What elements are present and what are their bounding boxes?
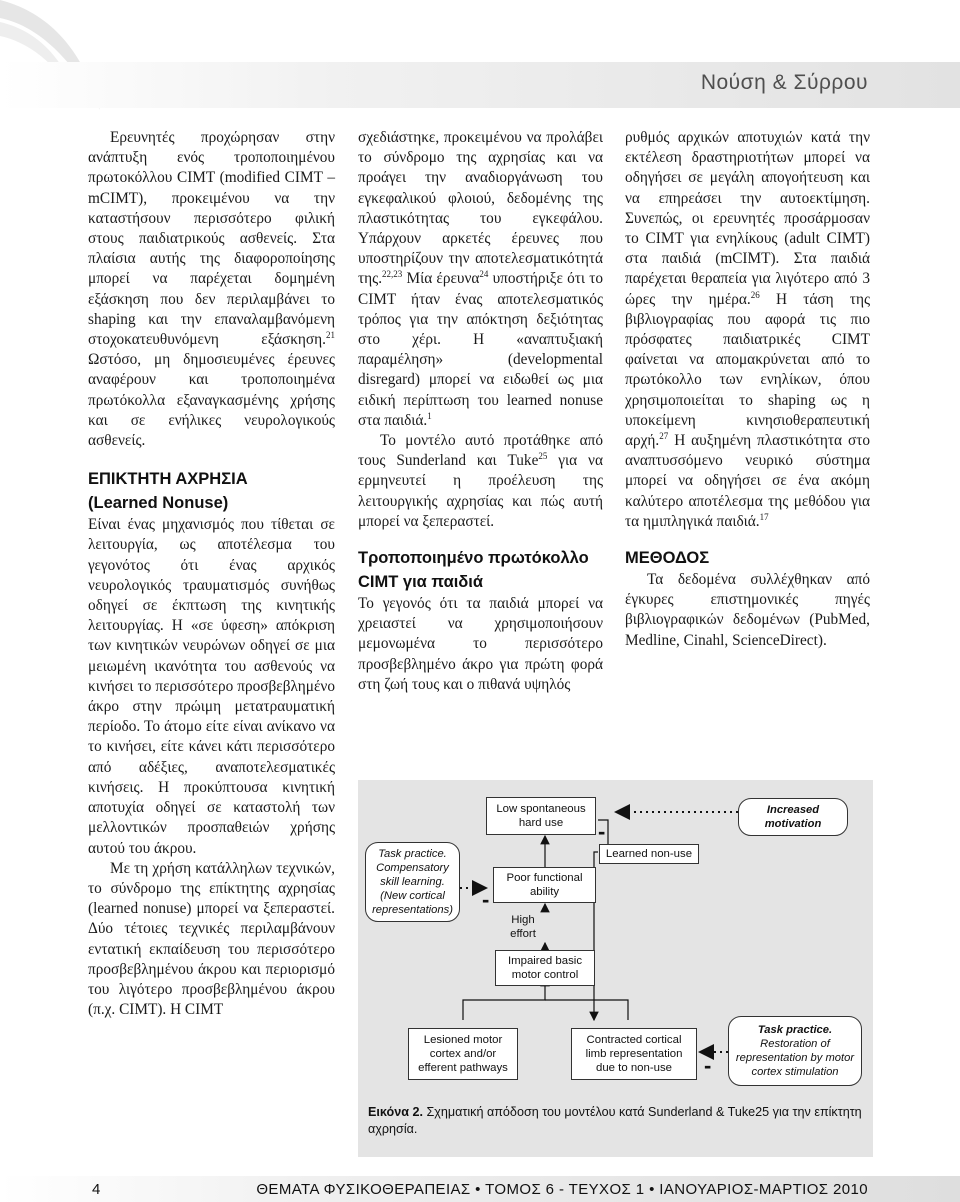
reference-marker: 26 (750, 289, 760, 300)
section-heading-modified-protocol-line1: Τροποποιημένο πρωτόκολλο (358, 549, 589, 568)
paragraph-children: Το γεγονός ότι τα παιδιά μπορεί να χρειαστεί να χρησιμοποιήσουν μεμονωμένα το περισσότερο προσβεβλημένο άκρο για πρώτη φορά στη ζωή τους και ο πιθανά υψηλός (358, 595, 603, 693)
text-column-1 (88, 128, 335, 1020)
box-poor-functional-ability: Poor functional ability (493, 867, 596, 903)
figure-caption-text: Σχηματική απόδοση του μοντέλου κατά Sunderland & Tuke25 για την επίκτητη αχρησία. (368, 1105, 862, 1136)
box-lesioned-motor-cortex: Lesioned motor cortex and/or efferent pathways (408, 1028, 518, 1080)
journal-authors-header: Νούση & Σύρρου (700, 71, 868, 94)
inhibition-minus-sign: - (598, 819, 606, 844)
paragraph-techniques: Με τη χρήση κατάλληλων τεχνικών, το σύνδρομο της επίκτητης αχρησίας (learned nonuse) μπορεί να ξεπεραστεί. Δύο τέτοιες τεχνικές περιλαμβάνουν εντατική εκπαίδευση του περισσότερο προσβεβλημένου άκρου και περιορισμό του λιγότερο προσβεβλημένου άκρου (π.χ. CIMT). Η CIMT (88, 859, 335, 1019)
box-low-spontaneous-use: Low spontaneous hard use (486, 797, 596, 835)
section-heading-method: ΜΕΘΟΔΟΣ (625, 549, 710, 568)
inhibition-minus-sign: - (482, 887, 490, 912)
paragraph-cimt-design: σχεδιάστηκε, προκειμένου να προλάβει το σύνδρομο της αχρησίας και να προάγει την αναδιοργάνωση του εγκεφαλικού φλοιού, δεδομένης της πλαστικότητας του εγκεφάλου. Υπάρχουν αρκετές έρευνες που υποστηρίζουν την αποτελεσματικότητά της.$^{22,23}$ Μία έρευνα$^{24}$ υποστήριξε ότι το CIMT ήταν ένας αποτελεσματικός τρόπος για την απόκτηση δεξιότητας στο χέρι. Η «αναπτυξιακή παραμέληση» (developmental disregard) μπορεί να ειδωθεί ως μια ειδική περίπτωση του learned nonuse στα παιδιά.$^1$ (358, 129, 603, 429)
figure-caption-label: Εικόνα 2. (368, 1105, 423, 1119)
paragraph-learned-nonuse: Είναι ένας μηχανισμός που τίθεται σε λειτουργία, ως αποτέλεσμα του γεγονότος ότι ένας αρχικός νευρολογικός τραυματισμός συνήθως οδηγεί σε έκπτωση της κινητικής λειτουργίας. Η «σε ύφεση» απόκριση των κινητικών νευρώνων οδηγεί σε μια μειωμένη ικανότητα του ασθενούς να κινήσει το περισσότερο προσβεβλημένο άκρο στην πρώιμη μετατραυματική περίοδο. Το άτομο είτε είναι ανίκανο να το κινήσει, είτε κάνει κάτι περισσότερο από αδέξιες, αναποτελεσματικές κινήσεις. Η προκύπτουσα κινητική αποτυχία οδηγεί σε καταστολή των μελλοντικών προσπαθειών χρήσης αυτού του άκρου. (88, 516, 335, 857)
paragraph-mcimt: Ερευνητές προχώρησαν στην ανάπτυξη ενός τροποποιημένου πρωτοκόλλου CIMT (modified CIMT – mCIMT), προκειμένου να την καταστήσουν περισσότερο φιλική στους παιδιατρικούς ασθενείς. Στα πλαίσια αυτής της διαφοροποίησης μπορεί να παρέχεται δομημένη εξάσκηση που δεν περιλαμβάνει το shaping και την επαναλαμβανόμενη στοχοκατευθυνόμενη εξάσκηση.$^{21}$ Ωστόσο, μη δημοσιευμένες έρευνες αναφέρουν και τροποποιημένα πρωτόκολλα εξαναγκασμένης χρήσης και σε ενήλικες νευρολογικούς ασθενείς. (88, 129, 335, 450)
running-footer-title: ΘΕΜΑΤΑ ΦΥΣΙΚΟΘΕΡΑΠΕΙΑΣ • ΤΟΜΟΣ 6 - ΤΕΥΧΟΣ 1 • ΙΑΝΟΥΑΡΙΟΣ-ΜΑΡΤΙΟΣ 2010 (256, 1181, 868, 1198)
inhibition-minus-sign: - (704, 1053, 712, 1078)
box-task-practice-restoration (728, 1016, 862, 1086)
box-task-practice-compensatory: Task practice. Compensatory skill learning. (New cortical representations) (365, 842, 460, 922)
reference-marker: 22,23 (382, 269, 403, 280)
section-heading-learned-nonuse: ΕΠΙΚΤΗΤΗ ΑΧΡΗΣΙΑ (88, 470, 248, 489)
diagram-connectors (358, 780, 873, 1157)
box-increased-motivation: Increased motivation (738, 798, 848, 836)
paragraph-pediatric-cimt: ρυθμός αρχικών αποτυχιών κατά την εκτέλεση δραστηριοτήτων μπορεί να οδηγήσει σε μεγάλη απογοήτευση και να επηρεάσει την αυτοεκτίμηση. Συνεπώς, οι ερευνητές προσάρμοσαν το CIMT για ενηλίκους (adult CIMT) στα παιδιά (mCIMT). Στα παιδιά παρέχεται θεραπεία για λιγότερο από 3 ώρες την ημέρα.$^{26}$ Η τάση της βιβλιογραφίας που αφορά τις πιο πρόσφατες παιδιατρικές CIMT φαίνεται να απομακρύνεται από το πρωτόκολλο των ενηλίκων, όπου χρησιμοποιείται το shaping ως η υποκείμενη κινησιοθεραπευτική αρχή.$^{27}$ Η αυξημένη πλαστικότητα στο αναπτυσσόμενο νευρικό σύστημα μπορεί να οδηγήσει σε ένα ακόμη καλύτερο αποτέλεσμα της μεθόδου για τα ημιπληγικά παιδιά.$^{17}$ (625, 129, 870, 530)
reference-marker: 27 (659, 430, 669, 441)
figure-caption (368, 1104, 863, 1138)
box-contracted-cortical-representation: Contracted cortical limb representation due to non-use (571, 1028, 697, 1080)
text-column-3 (625, 128, 870, 651)
text-column-2 (358, 128, 603, 695)
restoration-body: Restoration of representation by motor cortex stimulation (735, 1038, 855, 1078)
restoration-title: Task practice. (757, 1024, 833, 1036)
label-high-effort: High effort (510, 914, 536, 940)
connector-contracted-to-impaired (545, 1000, 628, 1020)
box-learned-nonuse: Learned non-use (599, 844, 699, 864)
reference-marker: 1 (427, 410, 432, 421)
reference-marker: 24 (479, 269, 489, 280)
figure-2-model-diagram (358, 780, 873, 1157)
section-heading-modified-protocol-line2: CIMT για παιδιά (358, 573, 484, 592)
reference-marker: 21 (326, 329, 335, 340)
reference-marker: 17 (759, 511, 769, 522)
paragraph-method: Τα δεδομένα συλλέχθηκαν από έγκυρες επιστημονικές πηγές βιβλιογραφικών δεδομένων (PubMed, Medline, Cinahl, ScienceDirect). (625, 571, 870, 649)
box-impaired-basic-motor-control: Impaired basic motor control (495, 950, 595, 986)
section-subheading-learned-nonuse: (Learned Nonuse) (88, 494, 229, 513)
reference-marker: 25 (538, 451, 548, 462)
page-number: 4 (92, 1181, 101, 1198)
paragraph-model-origin: Το μοντέλο αυτό προτάθηκε από τους Sunderland και Tuke$^{25}$ για να ερμηνευτεί η προέλευση της λειτουργικής αχρησίας και πώς αυτή μπορεί να ξεπεραστεί. (358, 432, 603, 530)
